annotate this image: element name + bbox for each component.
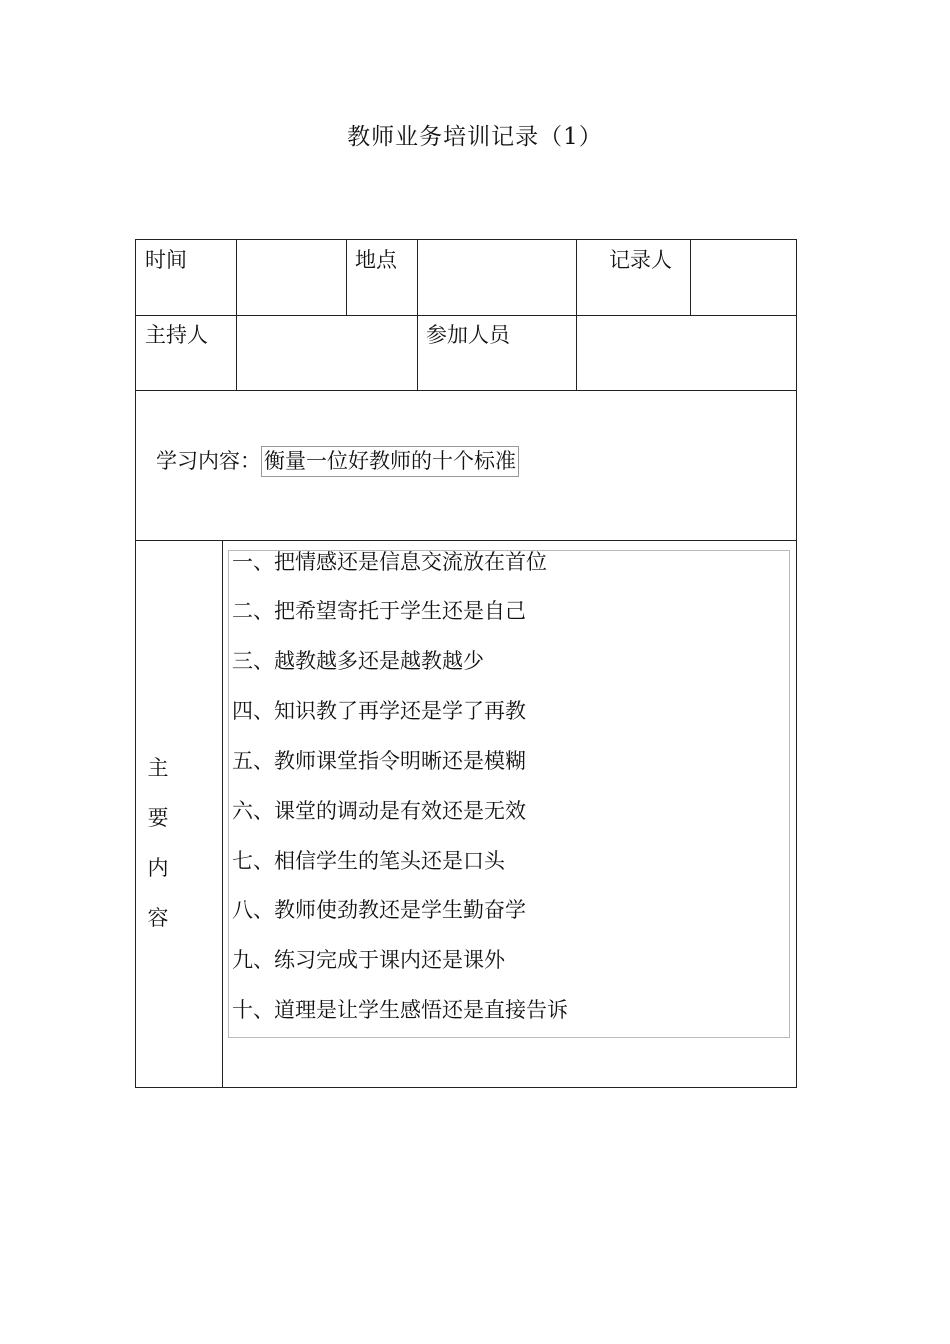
host-label: 主持人 [145,323,208,347]
list-item: 二、把希望寄托于学生还是自己 [232,599,526,623]
list-item: 七、相信学生的笔头还是口头 [232,849,505,873]
main-content-label-char: 容 [147,906,169,930]
document-title: 教师业务培训记录（1） [347,124,603,150]
col-divider [690,240,691,315]
row-divider [136,540,796,541]
training-record-table [135,239,797,1088]
time-label: 时间 [145,248,187,272]
list-item: 十、道理是让学生感悟还是直接告诉 [232,998,568,1022]
list-item: 六、课堂的调动是有效还是无效 [232,799,526,823]
main-content-label [144,743,172,943]
study-content-label: 学习内容： [156,449,261,473]
list-item: 五、教师课堂指令明晰还是模糊 [232,749,526,773]
recorder-label: 记录人 [609,248,672,272]
col-divider [576,240,577,390]
list-item: 四、知识教了再学还是学了再教 [232,699,526,723]
participants-label: 参加人员 [426,323,510,347]
standards-list [228,550,790,1038]
col-divider [222,540,223,1087]
list-item: 三、越教越多还是越教越少 [232,649,484,673]
main-content-label-char: 要 [147,806,169,830]
col-divider [346,240,347,315]
list-item: 八、教师使劲教还是学生勤奋学 [232,898,526,922]
main-content-label-char: 主 [147,756,169,780]
row-divider [136,315,796,316]
study-topic: 衡量一位好教师的十个标准 [261,446,519,477]
col-divider [417,240,418,390]
main-content-label-char: 内 [147,856,169,880]
list-item: 九、练习完成于课内还是课外 [232,948,505,972]
row-divider [136,390,796,391]
study-content-row [156,445,519,477]
place-label: 地点 [355,248,397,272]
list-item: 一、把情感还是信息交流放在首位 [232,550,547,574]
col-divider [236,240,237,390]
